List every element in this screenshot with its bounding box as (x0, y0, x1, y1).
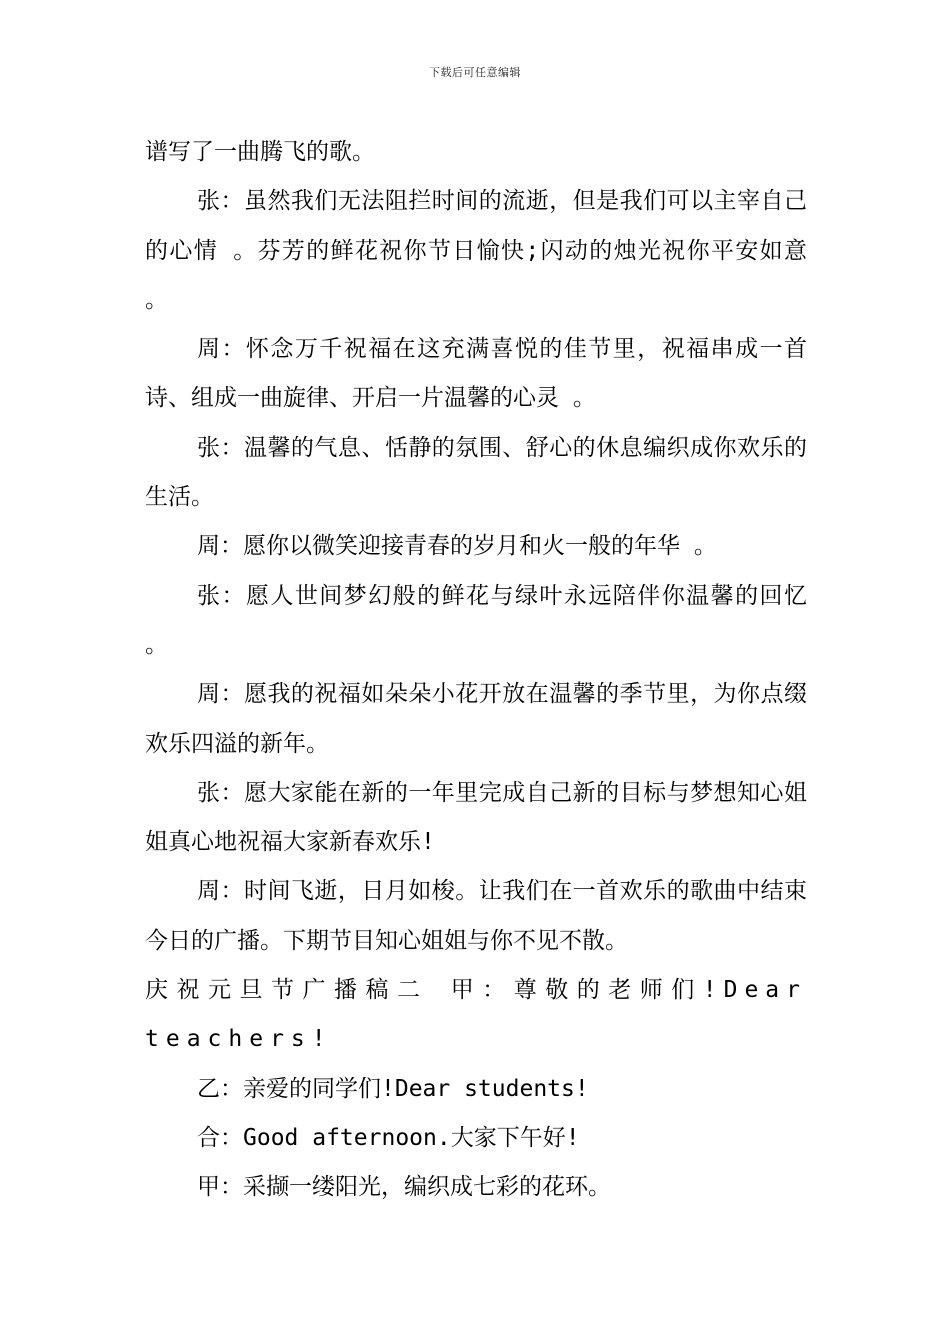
paragraph: 甲：采撷一缕阳光，编织成七彩的花环。 (197, 1174, 611, 1201)
section-heading-paragraph: 庆祝元旦节广播稿二 甲：尊敬的老师们!Dear teachers! (145, 977, 807, 1053)
paragraph: 谱写了一曲腾飞的歌。 (145, 139, 375, 165)
page-header-note: 下载后可任意编辑 (429, 66, 521, 79)
paragraph: 张：愿人世间梦幻般的鲜花与绿叶永远陪伴你温馨的回忆 。 (145, 582, 807, 658)
paragraph: 张：愿大家能在新的一年里完成自己新的目标与梦想知心姐姐真心地祝福大家新春欢乐! (145, 779, 807, 856)
paragraph: 合：Good afternoon.大家下午好! (197, 1124, 580, 1151)
paragraph: 张：虽然我们无法阻拦时间的流逝，但是我们可以主宰自己的心情 。芬芳的鲜花祝你节日愉快;闪动的烛光祝你平安如意 。 (145, 188, 807, 313)
document-body (145, 128, 807, 1213)
paragraph: 张：温馨的气息、恬静的氛围、舒心的休息编织成你欢乐的生活。 (145, 434, 807, 511)
paragraph: 乙：亲爱的同学们!Dear students! (197, 1075, 589, 1102)
paragraph: 周：愿你以微笑迎接青春的岁月和火一般的年华 。 (197, 533, 717, 560)
paragraph: 周：时间飞逝，日月如梭。让我们在一首欢乐的歌曲中结束今日的广播。下期节目知心姐姐与你不见不散。 (145, 878, 807, 954)
paragraph: 周：怀念万千祝福在这充满喜悦的佳节里，祝福串成一首诗、组成一曲旋律、开启一片温馨的心灵 。 (145, 336, 807, 412)
paragraph: 周：愿我的祝福如朵朵小花开放在温馨的季节里，为你点缀欢乐四溢的新年。 (145, 681, 807, 757)
